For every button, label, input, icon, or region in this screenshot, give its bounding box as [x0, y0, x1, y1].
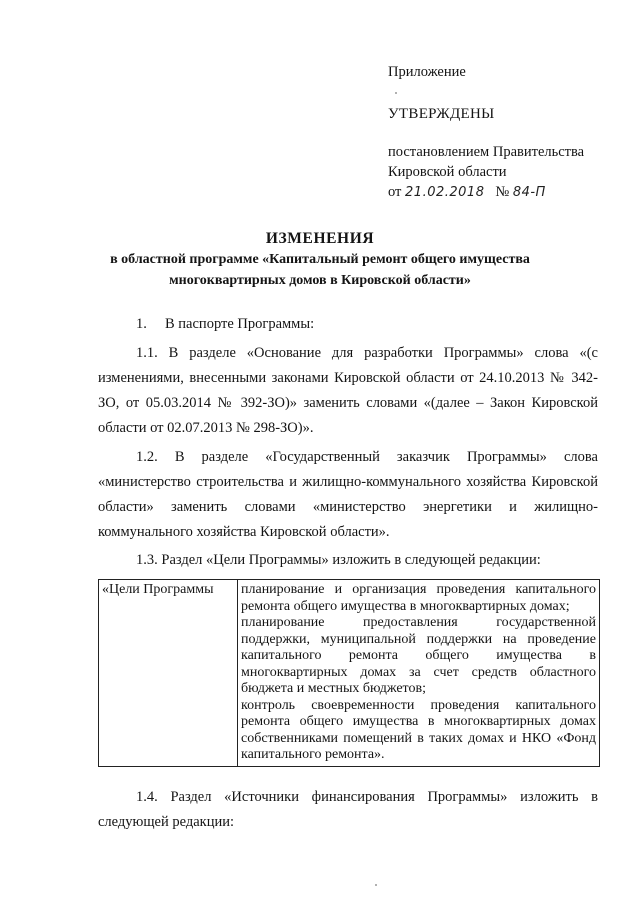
handwritten-number: 84-П [512, 185, 546, 200]
document-body [98, 312, 598, 835]
goals-table [98, 579, 600, 767]
scan-speck [375, 884, 377, 886]
approval-line-1: постановлением Правительства [388, 144, 585, 160]
heading-title: ИЗМЕНЕНИЯ [265, 230, 375, 247]
paragraph-1-1: 1.1. В разделе «Основание для разработки Программы» слова «(с изменениями, внесенными законами Кировской области от 24.10.2013 № 342-ЗО, от 05.03.2014 № 392-ЗО)» заменить словами «(далее – Закон Кировской области от 02.07.2013 № 298-ЗО)». [98, 345, 598, 436]
appendix-label: Приложение [388, 64, 466, 80]
goals-label-cell: «Цели Программы [99, 580, 238, 767]
paragraph-1-4: 1.4. Раздел «Источники финансирования Программы» изложить в следующей редакции: [98, 788, 598, 830]
heading-subtitle-line-2: многоквартирных домов в Кировской области» [169, 273, 471, 288]
goal-item-1: планирование и организация проведения капитального ремонта общего имущества в многоквартирных домах; [241, 582, 596, 614]
heading-subtitle-line-1: в областной программе «Капитальный ремонт общего имущества [110, 252, 530, 267]
goals-content-cell [238, 580, 600, 767]
scan-speck [395, 92, 397, 94]
approval-line-2: Кировской области [388, 164, 507, 180]
approved-label: УТВЕРЖДЕНЫ [388, 106, 495, 122]
paragraph-1-3: 1.3. Раздел «Цели Программы» изложить в следующей редакции: [136, 552, 541, 568]
goal-item-2: планирование предоставления государственной поддержки, муниципальной поддержки на проведение капитального ремонта общего имущества в многоквартирных домах за счет средств областного бюджета и местных бюджетов; [241, 615, 596, 696]
date-prefix: от [388, 184, 402, 200]
number-prefix: № [495, 184, 510, 200]
goal-item-3: контроль своевременности проведения капитального ремонта общего имущества в многоквартирных домах собственниками помещений в таких домах и НКО «Фонд капитального ремонта». [241, 697, 596, 762]
handwritten-date: 21.02.2018 [405, 185, 485, 200]
table-row [99, 580, 600, 767]
paragraph-1-2: 1.2. В разделе «Государственный заказчик Программы» слова «министерство строительства и жилищно-коммунального хозяйства Кировской области» заменить словами «министерство энергетики и жилищно-коммунального хозяйства Кировской области». [98, 449, 598, 540]
document-heading [60, 228, 580, 291]
paragraph-1: 1. В паспорте Программы: [136, 316, 315, 332]
approval-date-line [388, 182, 628, 203]
approval-block [388, 62, 628, 203]
